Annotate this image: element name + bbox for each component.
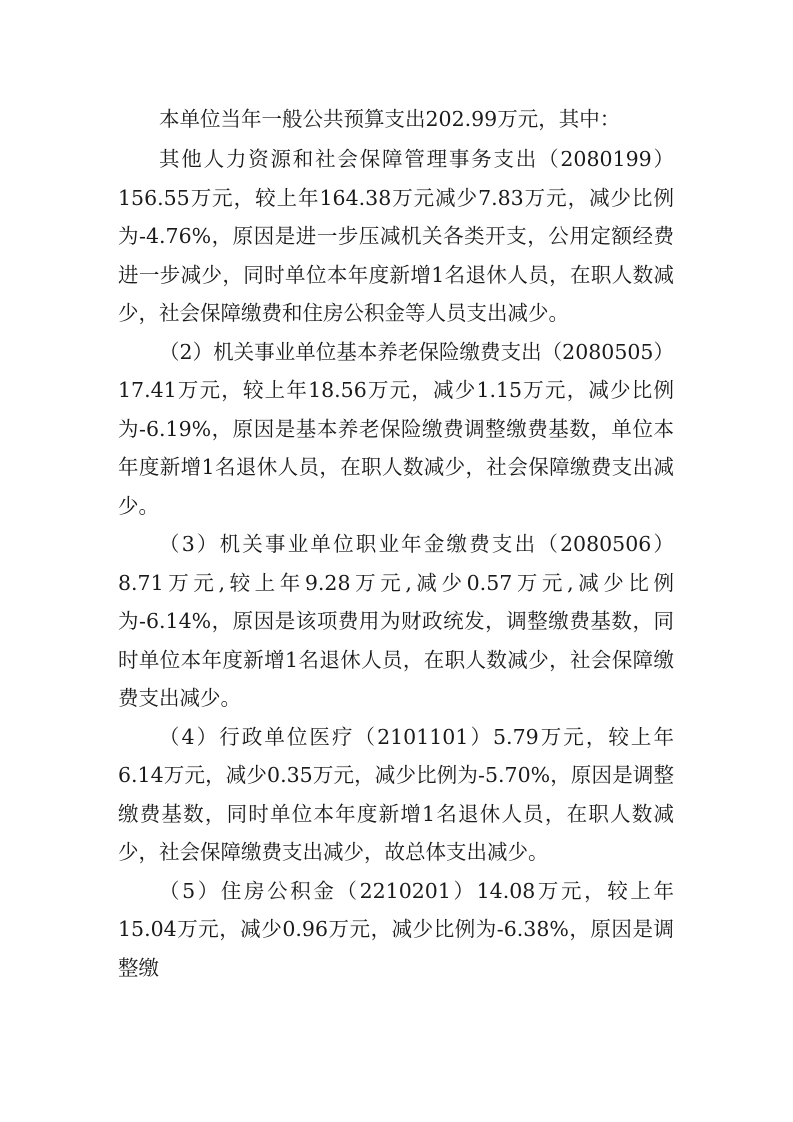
paragraph-item-4: （4）行政单位医疗（2101101）5.79万元，较上年6.14万元，减少0.35万元，减少比例为-5.70%，原因是调整缴费基数，同时单位本年度新增1名退休人员，在职人数减少，社会保障缴费支出减少，故总体支出减少。 [118, 724, 674, 864]
paragraph-item-5: （5）住房公积金（2210201）14.08万元，较上年15.04万元，减少0.96万元，减少比例为-6.38%，原因是调整缴 [118, 878, 674, 980]
document-page [118, 100, 674, 987]
paragraph-intro: 本单位当年一般公共预算支出202.99万元，其中： [159, 107, 621, 131]
paragraph-item-3: （3）机关事业单位职业年金缴费支出（2080506）8.71万元,较上年9.28万元,减少0.57万元,减少比例为-6.14%，原因是该项费用为财政统发，调整缴费基数，同时单位本年度新增1名退休人员，在职人数减少，社会保障缴费支出减少。 [118, 532, 674, 710]
paragraph-item-other-hr: 其他人力资源和社会保障管理事务支出（2080199）156.55万元，较上年164.38万元减少7.83万元，减少比例为-4.76%，原因是进一步压减机关各类开支，公用定额经费进一步减少，同时单位本年度新增1名退休人员，在职人数减少，社会保障缴费和住房公积金等人员支出减少。 [118, 147, 674, 325]
paragraph-item-2: （2）机关事业单位基本养老保险缴费支出（2080505）17.41万元，较上年18.56万元，减少1.15万元，减少比例为-6.19%，原因是基本养老保险缴费调整缴费基数，单位本年度新增1名退休人员，在职人数减少，社会保障缴费支出减少。 [118, 339, 674, 518]
